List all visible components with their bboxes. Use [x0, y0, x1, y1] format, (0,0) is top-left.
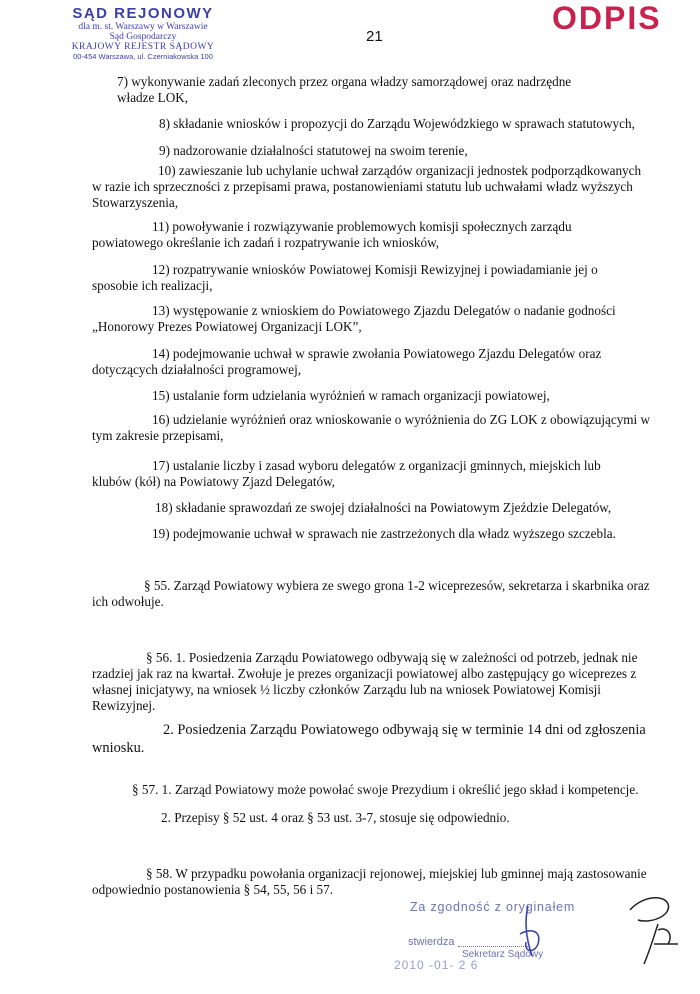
- list-item: 19) podejmowanie uchwał w sprawach nie zastrzeżonych dla władz wyższego szczebla.: [152, 526, 616, 541]
- certification-line1: Za zgodność z oryginałem: [410, 900, 576, 914]
- court-name: SĄD REJONOWY: [72, 5, 214, 22]
- list-item: 8) składanie wniosków i propozycji do Zarządu Wojewódzkiego w sprawach statutowych,: [159, 116, 635, 131]
- list-item: 11) powoływanie i rozwiązywanie problemowych komisji społecznych zarządu powiatowego określanie ich zadań i rozpatrywanie ich wniosków,: [92, 219, 572, 250]
- list-item: 15) ustalanie form udzielania wyróżnień w ramach organizacji powiatowej,: [152, 388, 550, 403]
- court-line4: 00-454 Warszawa, ul. Czerniakowska 100: [73, 52, 213, 61]
- list-item: 17) ustalanie liczby i zasad wyboru delegatów z organizacji gminnych, miejskich lub klubów (kół) na Powiatowy Zjazd Delegatów,: [92, 458, 601, 489]
- section-56-1: § 56. 1. Posiedzenia Zarządu Powiatowego odbywają się w zależności od potrzeb, jednak nie rzadziej jak raz na kwartał. Zwołuje je prezes organizacji powiatowej albo zastępujący go wiceprezes z własnej inicjatywy, na wniosek ½ liczby członków Zarządu lub na wniosek Powiatowej Komisji Rewizyjnej.: [92, 650, 638, 713]
- list-item: 14) podejmowanie uchwał w sprawie zwołania Powiatowego Zjazdu Delegatów oraz dotyczących działalności programowej,: [92, 346, 602, 377]
- court-line3: KRAJOWY REJESTR SĄDOWY: [71, 42, 215, 52]
- signature-icon: [490, 904, 550, 964]
- court-stamp: [63, 6, 223, 62]
- list-item: 16) udzielanie wyróżnień oraz wnioskowanie o wyróżnienia do ZG LOK z obowiązującymi w tym zakresie przepisami,: [92, 412, 651, 443]
- certification-line3: Sekretarz Sądowy: [462, 949, 544, 960]
- odpis-stamp: ODPIS: [552, 0, 662, 36]
- section-56-2: 2. Posiedzenia Zarządu Powiatowego odbywają się w terminie 14 dni od zgłoszenia wniosku.: [92, 722, 646, 756]
- list-item: 9) nadzorowanie działalności statutowej na swoim terenie,: [159, 143, 468, 158]
- list-item: 13) występowanie z wnioskiem do Powiatowego Zjazdu Delegatów o nadanie godności „Honorowy Prezes Powiatowej Organizacji LOK”,: [92, 303, 616, 334]
- list-item: 7) wykonywanie zadań zleconych przez organa władzy samorządowej oraz nadrzędne władze LOK,: [117, 74, 572, 105]
- list-item: 12) rozpatrywanie wniosków Powiatowej Komisji Rewizyjnej i powiadamianie jej o sposobie ich realizacji,: [92, 262, 598, 293]
- section-57-2: 2. Przepisy § 52 ust. 4 oraz § 53 ust. 3-7, stosuje się odpowiednio.: [161, 810, 510, 825]
- certification-date: 2010 -01- 2 6: [394, 958, 479, 972]
- page-number: 21: [366, 28, 383, 45]
- signature-icon: [614, 890, 694, 970]
- section-57-1: § 57. 1. Zarząd Powiatowy może powołać swoje Prezydium i określić jego skład i kompetencje.: [132, 782, 639, 797]
- court-line2: Sąd Gospodarczy: [109, 32, 177, 42]
- certification-line2: stwierdza: [408, 936, 455, 948]
- list-item: 10) zawieszanie lub uchylanie uchwał zarządów organizacji jednostek podporządkowanych w razie ich sprzeczności z przepisami prawa, postanowieniami statutu lub uchwałami władz wyższych Stowarzyszenia,: [92, 163, 642, 210]
- section-55: § 55. Zarząd Powiatowy wybiera ze swego grona 1-2 wiceprezesów, sekretarza i skarbnika oraz ich odwołuje.: [92, 578, 650, 609]
- court-line1: dla m. st. Warszawy w Warszawie: [78, 22, 208, 32]
- list-item: 18) składanie sprawozdań ze swojej działalności na Powiatowym Zjeździe Delegatów,: [155, 500, 612, 515]
- section-58: § 58. W przypadku powołania organizacji rejonowej, miejskiej lub gminnej mają zastosowanie odpowiednio postanowienia § 54, 55, 56 i 57.: [92, 866, 647, 897]
